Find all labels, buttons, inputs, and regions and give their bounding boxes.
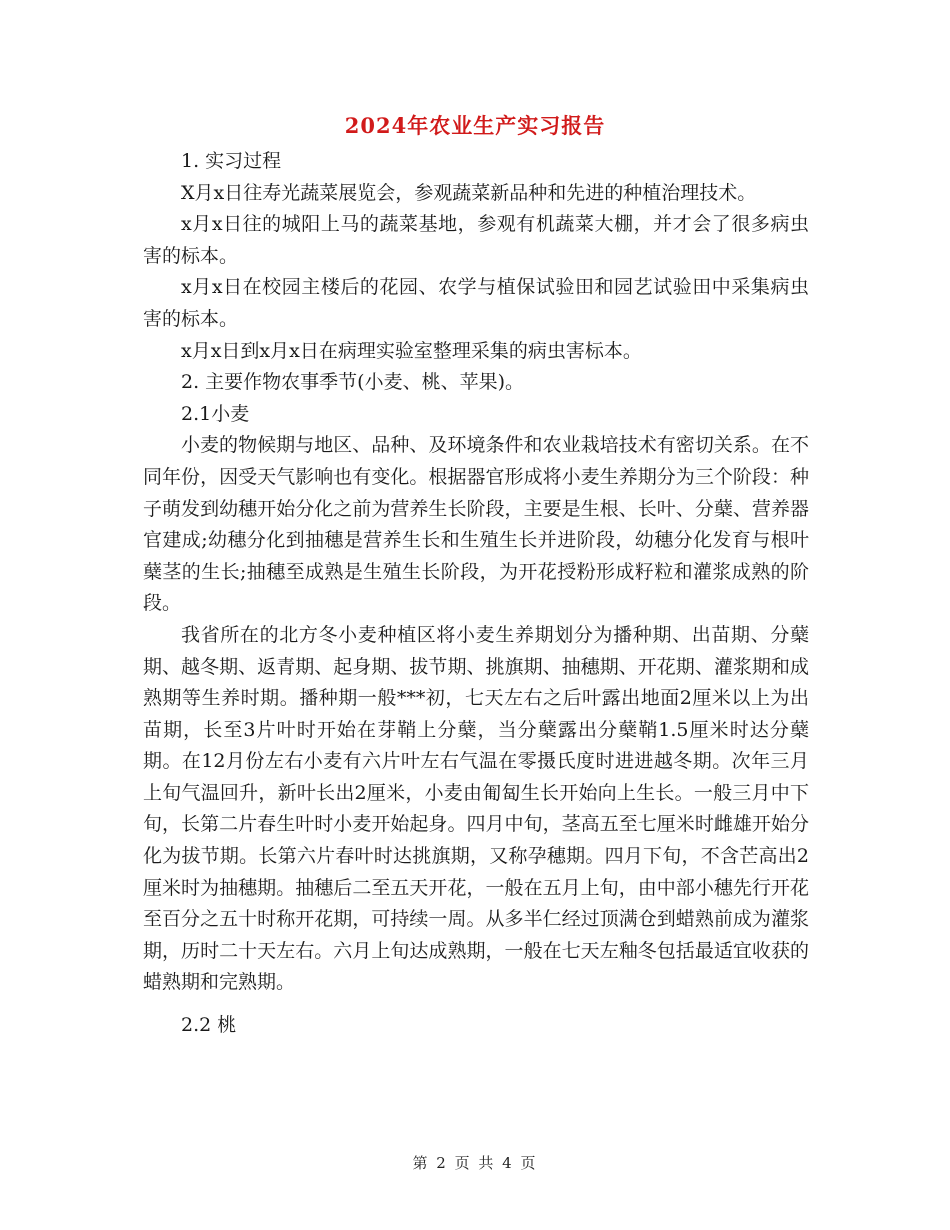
paragraph-section-1-heading: 1. 实习过程: [181, 150, 282, 172]
paragraph-wheat-periods: 我省所在的北方冬小麦种植区将小麦生养期划分为播种期、出苗期、分蘖期、越冬期、返青期、起身期、拔节期、挑旗期、抽穗期、开花期、灌浆期和成熟期等生养时期。播种期一般***初，七天左右之后叶露出地面2厘米以上为出苗期，长至3片叶时开始在芽鞘上分蘖，当分蘖露出分蘖鞘1.5厘米时达分蘖期。在12月份左右小麦有六片叶左右气温在零摄氏度时进进越冬期。次年三月上旬气温回升，新叶长出2厘米，小麦由匍匐生长开始向上生长。一般三月中下旬，长第二片春生叶时小麦开始起身。四月中旬，茎高五至七厘米时雌雄开始分化为拔节期。长第六片春叶时达挑旗期，又称孕穗期。四月下旬，不含芒高出2厘米时为抽穗期。抽穗后二至五天开花，一般在五月上旬，由中部小穗先行开花至百分之五十时称开花期，可持续一周。从多半仁经过顶满仓到蜡熟前成为灌浆期，历时二十天左右。六月上旬达成熟期，一般在七天左釉冬包括最适宜收获的蜡熟期和完熟期。: [143, 623, 809, 994]
paragraph-item-4: x月x日到x月x日在病理实验室整理采集的病虫害标本。: [181, 339, 642, 362]
paragraph-item-1: X月x日往寿光蔬菜展览会，参观蔬菜新品种和先进的种植治理技术。: [181, 181, 757, 204]
paragraph-subsection-2-2-heading: 2.2 桃: [181, 1014, 237, 1037]
paragraph-subsection-2-1-heading: 2.1小麦: [181, 402, 250, 425]
paragraph-wheat-stages: 小麦的物候期与地区、品种、及环境条件和农业栽培技术有密切关系。在不同年份，因受天气影响也有变化。根据器官形成将小麦生养期分为三个阶段：种子萌发到幼穗开始分化之前为营养生长阶段，主要是生根、长叶、分蘖、营养器官建成;幼穗分化到抽穗是营养生长和生殖生长并进阶段，幼穗分化发育与根叶蘖茎的生长;抽穗至成熟是生殖生长阶段，为开花授粉形成籽粒和灌浆成熟的阶段。: [143, 434, 809, 615]
document-title: 2024年农业生产实习报告: [344, 113, 606, 138]
page-number-footer: 第 2 页 共 4 页: [412, 1154, 538, 1172]
document-body: [143, 146, 809, 1042]
paragraph-item-3: x月x日在校园主楼后的花园、农学与植保试验田和园艺试验田中采集病虫害的标本。: [143, 276, 809, 330]
paragraph-section-2-heading: 2. 主要作物农事季节(小麦、桃、苹果)。: [181, 371, 524, 394]
paragraph-item-2: x月x日往的城阳上马的蔬菜基地，参观有机蔬菜大棚，并才会了很多病虫害的标本。: [143, 213, 809, 267]
